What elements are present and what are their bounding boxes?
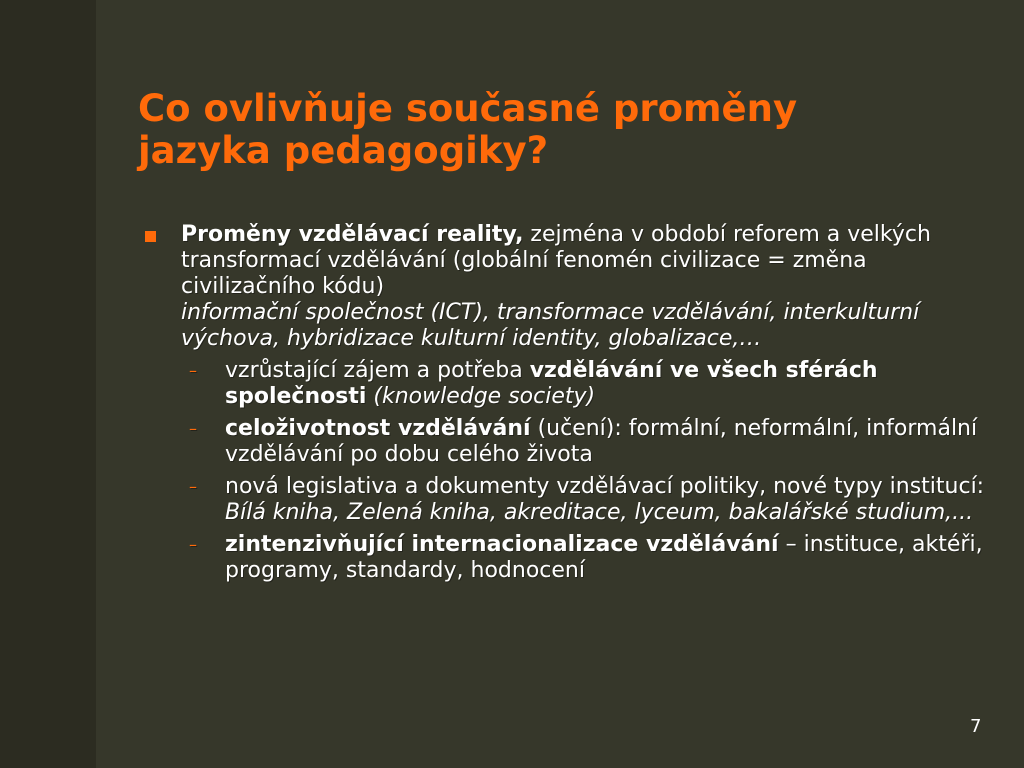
- sub-bullet-2-text: (učení): formální, neformální, informální vzdělávání po dobu celého života: [225, 416, 978, 467]
- slide-title: [138, 88, 978, 172]
- sub-bullet-1: [189, 358, 995, 410]
- sub-bullet-1-bold: vzdělávání ve všech sférách společnosti: [225, 358, 878, 409]
- main-bullet-italic: informační společnost (ICT), transformace vzdělávání, interkulturní výchova, hybridizace kulturní identity, globalizace,…: [181, 300, 920, 351]
- dash-bullet-icon: –: [189, 419, 197, 438]
- main-bullet-bold: Proměny vzdělávací reality,: [181, 222, 524, 247]
- sub-bullet-4-text: – instituce, aktéři, programy, standardy, hodnocení: [225, 532, 983, 583]
- title-line-2: jazyka pedagogiky?: [138, 129, 549, 172]
- sub-bullet-3-italic: Bílá kniha, Zelená kniha, akreditace, lyceum, bakalářské studium,...: [225, 500, 974, 525]
- slide-content: [145, 222, 995, 590]
- main-bullet: [145, 222, 995, 352]
- main-bullet-text: zejména v období reforem a velkých transformací vzdělávání (globální fenomén civilizace = změna civilizačního kódu): [181, 222, 931, 299]
- dash-bullet-icon: –: [189, 477, 197, 496]
- sub-bullet-3: [189, 474, 995, 526]
- sub-bullet-2-bold: celoživotnost vzdělávání: [225, 416, 531, 441]
- square-bullet-icon: [145, 231, 156, 242]
- page-number: 7: [970, 716, 982, 737]
- sub-bullet-1-italic: (knowledge society): [366, 384, 596, 409]
- dash-bullet-icon: –: [189, 361, 197, 380]
- dash-bullet-icon: –: [189, 535, 197, 554]
- title-line-1: Co ovlivňuje současné proměny: [138, 87, 798, 130]
- sub-bullet-list: [145, 358, 995, 584]
- sub-bullet-3-text: nová legislativa a dokumenty vzdělávací politiky, nové typy institucí:: [225, 474, 985, 499]
- sub-bullet-1-text: vzrůstající zájem a potřeba: [225, 358, 530, 383]
- sub-bullet-4-bold: zintenzivňující internacionalizace vzdělávání: [225, 532, 779, 557]
- sub-bullet-4: [189, 532, 995, 584]
- sub-bullet-2: [189, 416, 995, 468]
- left-decorative-band: [0, 0, 96, 768]
